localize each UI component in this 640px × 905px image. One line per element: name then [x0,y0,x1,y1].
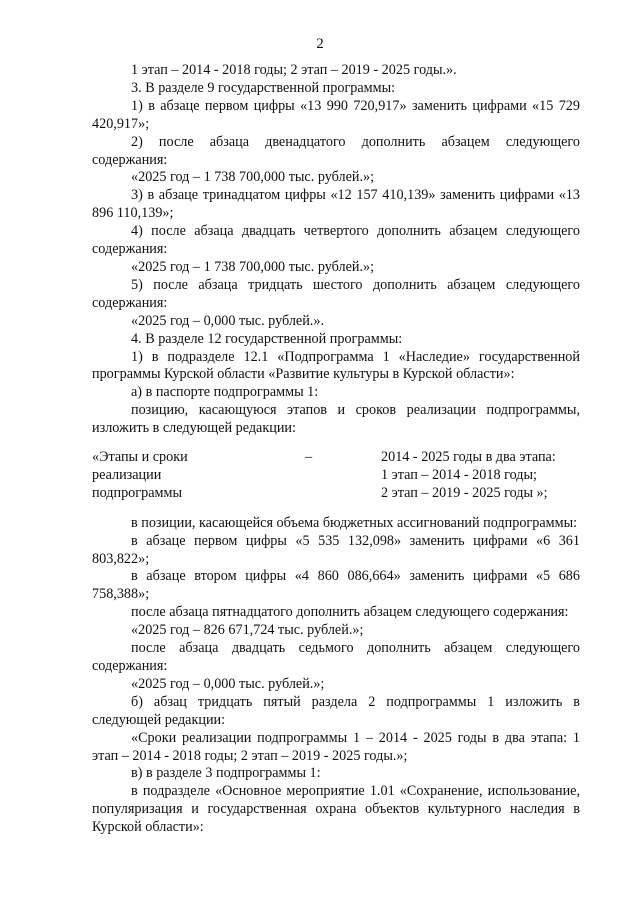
paragraph: 4) после абзаца двадцать четвертого дополнить абзацем следующего содержания: [92,223,580,258]
paragraph: б) абзац тридцать пятый раздела 2 подпрограммы 1 изложить в следующей редакции: [92,693,580,728]
paragraph: «2025 год – 0,000 тыс. рублей.». [131,312,324,329]
page-number: 2 [316,36,324,52]
table-row [92,485,580,503]
paragraph: а) в паспорте подпрограммы 1: [131,384,319,401]
table-cell-value: 2014 - 2025 годы в два этапа: [381,449,556,466]
paragraph: после абзаца двадцать седьмого дополнить абзацем следующего содержания: [92,640,580,674]
paragraph: в) в разделе 3 подпрограммы 1: [131,765,321,782]
table-cell-dash [305,467,381,485]
paragraph: в позиции, касающейся объема бюджетных ассигнований подпрограммы: [131,514,578,531]
paragraph: в абзаце втором цифры «4 860 086,664» заменить цифрами «5 686 758,388»; [92,568,580,603]
paragraph: 4. В разделе 12 государственной программы: [131,330,403,347]
table-cell-value: 2 этап – 2019 - 2025 годы »; [381,484,548,501]
table-cell-label: «Этапы и сроки [92,449,188,466]
paragraph: после абзаца пятнадцатого дополнить абзацем следующего содержания: [131,604,569,621]
passport-table [92,449,580,503]
paragraph: в подразделе «Основное мероприятие 1.01 «Сохранение, использование, популяризация и государственная охрана объектов культурного наследия в Курской области»: [92,783,580,836]
paragraph: позицию, касающуюся этапов и сроков реализации подпрограммы, изложить в следующей редакции: [92,402,580,437]
paragraph: «2025 год – 1 738 700,000 тыс. рублей.»; [131,258,375,275]
paragraph: 1 этап – 2014 - 2018 годы; 2 этап – 2019 - 2025 годы.». [131,62,457,78]
paragraph: в абзаце первом цифры «5 535 132,098» заменить цифрами «6 361 803,822»; [92,532,580,567]
paragraph: «2025 год – 1 738 700,000 тыс. рублей.»; [131,169,375,186]
paragraph: 2) после абзаца двенадцатого дополнить абзацем следующего содержания: [92,133,580,168]
paragraph: «Сроки реализации подпрограммы 1 – 2014 - 2025 годы в два этапа: 1 этап – 2014 - 2018 годы; 2 этап – 2019 - 2025 годы.»; [92,729,580,764]
table-row [92,467,580,485]
paragraph: «2025 год – 826 671,724 тыс. рублей.»; [131,622,364,639]
table-cell-value: 1 этап – 2014 - 2018 годы; [381,466,537,483]
table-row [92,449,580,467]
table-cell-dash [305,485,381,503]
paragraph: «2025 год – 0,000 тыс. рублей.»; [131,675,325,692]
paragraph: 5) после абзаца тридцать шестого дополнить абзацем следующего содержания: [92,276,580,311]
paragraph: 3. В разделе 9 государственной программы: [131,79,396,96]
paragraph: 3) в абзаце тринадцатом цифры «12 157 410,139» заменить цифрами «13 896 110,139»; [92,187,580,222]
document-body [92,62,580,837]
table-cell-label: реализации [92,466,162,483]
table-cell-label: подпрограммы [92,484,182,501]
paragraph: 1) в абзаце первом цифры «13 990 720,917» заменить цифрами «15 729 420,917»; [92,97,580,132]
table-cell-dash: – [305,449,313,466]
paragraph: 1) в подразделе 12.1 «Подпрограмма 1 «Наследие» государственной программы Курской области «Развитие культуры в Курской области»: [92,348,580,383]
